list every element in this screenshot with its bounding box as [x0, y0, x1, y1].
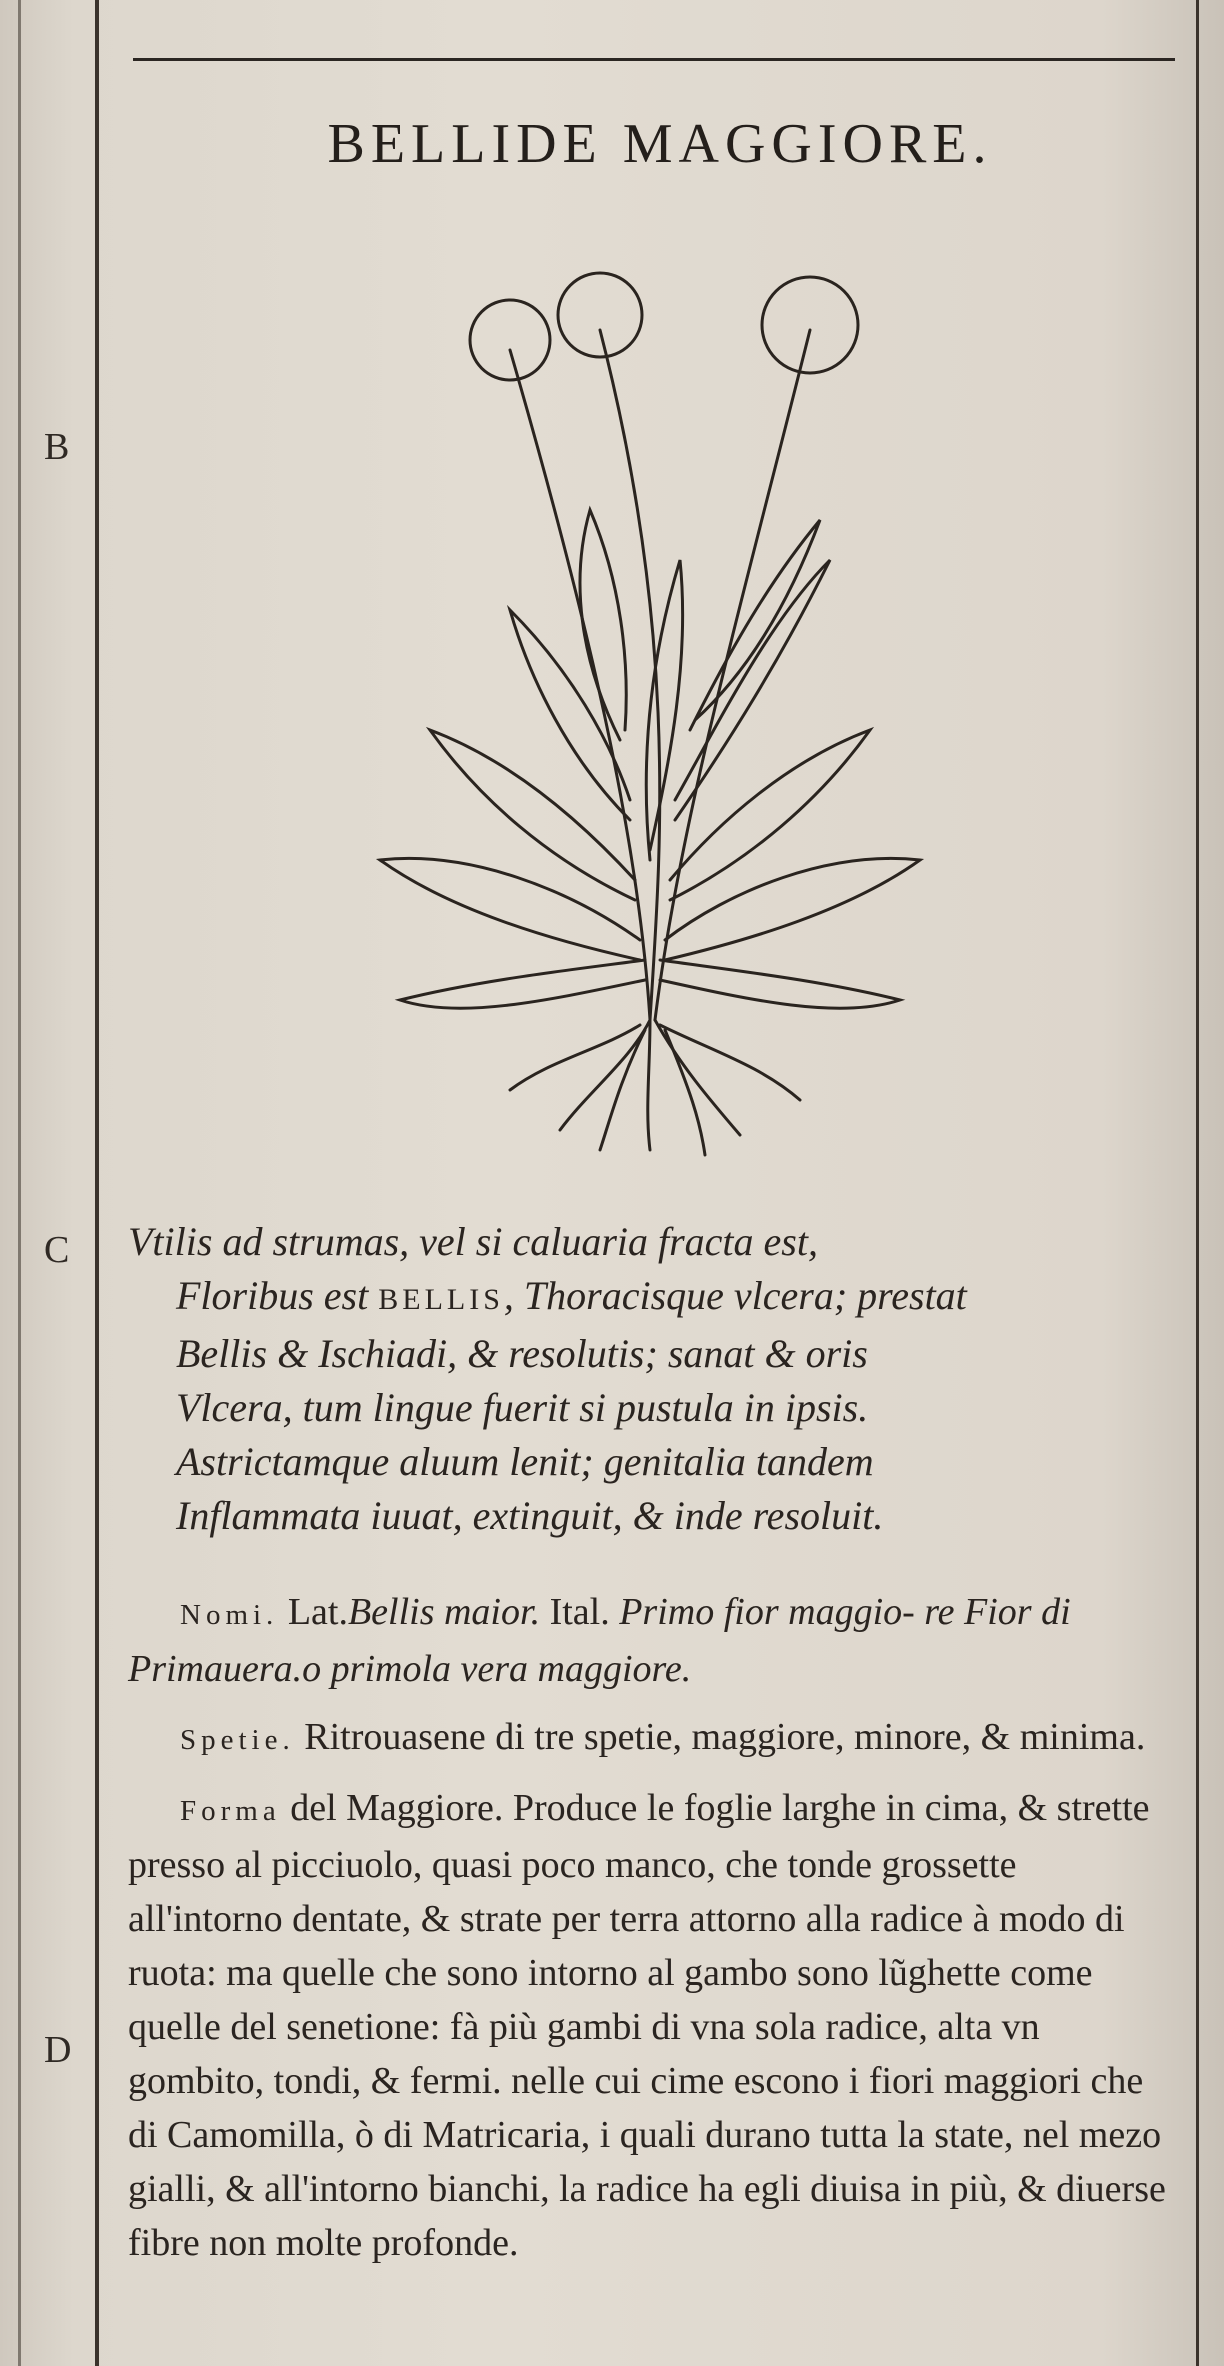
spetie-paragraph: Spetie. Ritrouasene di tre spetie, maggiore, minore, & minima.: [180, 1716, 1146, 1758]
verse-line-2: Floribus est BELLIS, Thoracisque vlcera; prestat: [176, 1273, 967, 1318]
verse-line-3: Bellis & Ischiadi, & resolutis; sanat & oris: [176, 1331, 868, 1376]
forma-paragraph: Forma del Maggiore. Produce le foglie larghe in cima, & strette presso al picciuolo, quasi poco manco, che tonde grossette all'intorno dentate, & strate per terra attorno alla radice à modo di ruota: ma quelle che sono intorno al gambo sono lũghette come quelle del senetione: fà più gambi di vna sola radice, alta vn gombito, tondi, & fermi. nelle cui cime escono i fiori maggiori che di Camomilla, ò di Matricaria, i quali durano tutta la state, nel mezo gialli, & all'intorno bianchi, la radice ha egli diuisa in più, & diuerse fibre non molte profonde.: [128, 1787, 1166, 2264]
plant-woodcut-illustration: [350, 260, 950, 1160]
nomi-paragraph: Nomi. Lat.Bellis maior. Ital. Primo fior maggio- re Fior di Primauera.o primola vera maggiore.: [128, 1591, 1071, 1690]
verse-line-6: Inflammata iuuat, extinguit, & inde resoluit.: [176, 1493, 884, 1538]
bellis-small-caps: BELLIS: [378, 1283, 504, 1316]
margin-letter-c: C: [44, 1229, 70, 1271]
right-column-rule: [1196, 0, 1199, 2366]
page-title: BELLIDE MAGGIORE.: [327, 113, 993, 175]
verse-line-4: Vlcera, tum lingue fuerit si pustula in ipsis.: [176, 1385, 869, 1430]
top-rule: [133, 58, 1175, 61]
page-edge-rule: [18, 0, 21, 2366]
verse-block: [128, 1215, 1188, 1543]
verse-line-5: Astrictamque aluum lenit; genitalia tandem: [176, 1439, 874, 1484]
nomi-heading: Nomi.: [180, 1599, 279, 1631]
prose-block: [128, 1585, 1178, 2270]
margin-letter-d: D: [44, 2029, 72, 2071]
left-column-rule: [95, 0, 99, 2366]
forma-heading: Forma: [180, 1795, 281, 1827]
margin-letter-b: B: [44, 426, 70, 468]
verse-line-1: Vtilis ad strumas, vel si caluaria fracta est,: [128, 1219, 818, 1264]
spetie-heading: Spetie.: [180, 1724, 295, 1756]
